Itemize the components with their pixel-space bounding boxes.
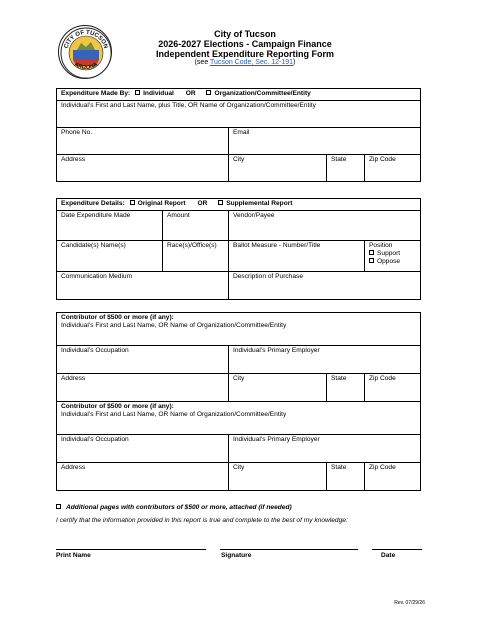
svg-text:CITY OF TUCSON: CITY OF TUCSON bbox=[63, 29, 109, 50]
contributor-1-heading: Contributor of $500 or more (if any): bbox=[61, 314, 174, 321]
description-field[interactable]: Description of Purchase bbox=[229, 272, 421, 300]
contributor-1-state-field[interactable]: State bbox=[327, 374, 365, 402]
contributor-1-city-field[interactable]: City bbox=[229, 374, 327, 402]
city-field[interactable]: City bbox=[229, 155, 327, 182]
checkbox-supplemental[interactable] bbox=[218, 200, 223, 205]
contributor-2-heading: Contributor of $500 or more (if any): bbox=[61, 403, 174, 410]
position-label: Position bbox=[369, 242, 393, 249]
or-label-2: OR bbox=[197, 200, 208, 207]
ballot-field[interactable]: Ballot Measure - Number/Title bbox=[229, 241, 365, 272]
contributor-2-address-field[interactable]: Address bbox=[57, 463, 229, 491]
checkbox-oppose[interactable] bbox=[369, 258, 374, 263]
contributor-2-zip-field[interactable]: Zip Code bbox=[365, 463, 421, 491]
phone-field[interactable]: Phone No. bbox=[57, 128, 229, 155]
checkbox-support[interactable] bbox=[369, 250, 374, 255]
contributor-2-state-field[interactable]: State bbox=[327, 463, 365, 491]
made-by-section bbox=[56, 88, 421, 182]
contributor-1-name-label: Individual’s First and Last Name, OR Name of Organization/Committee/Entity bbox=[61, 322, 287, 329]
made-by-row bbox=[57, 89, 421, 101]
seal-graphic bbox=[59, 26, 112, 79]
race-field[interactable]: Race(s)/Office(s) bbox=[163, 241, 229, 272]
details-section bbox=[56, 198, 421, 300]
cite-suffix: ) bbox=[293, 59, 296, 66]
date-field[interactable]: Date Expenditure Made bbox=[57, 211, 163, 241]
contributor-1-address-field[interactable]: Address bbox=[57, 374, 229, 402]
header-elections: 2026-2027 Elections - Campaign Finance bbox=[158, 39, 332, 49]
header-city: City of Tucson bbox=[214, 29, 276, 39]
contributor-1-zip-field[interactable]: Zip Code bbox=[365, 374, 421, 402]
certification-statement: I certify that the information provided in this report is true and complete to the best of my knowledge: bbox=[56, 517, 348, 524]
organization-label: Organization/Committee/Entity bbox=[214, 90, 311, 97]
header-form-title: Independent Expenditure Reporting Form bbox=[155, 49, 334, 59]
individual-label: Individual bbox=[143, 90, 174, 97]
email-field[interactable]: Email bbox=[229, 128, 421, 155]
city-seal-logo bbox=[58, 25, 112, 79]
contributor-2-occupation-field[interactable]: Individual’s Occupation bbox=[57, 435, 229, 463]
contributor-2-name-label: Individual’s First and Last Name, OR Name of Organization/Committee/Entity bbox=[61, 411, 287, 418]
details-row bbox=[57, 199, 421, 211]
name-field[interactable]: Individual’s First and Last Name, plus Title, OR Name of Organization/Committee/Entity bbox=[57, 101, 421, 128]
contributor-1-occupation-field[interactable]: Individual’s Occupation bbox=[57, 346, 229, 374]
contributor-2-name-field[interactable] bbox=[57, 402, 421, 435]
or-label: OR bbox=[185, 90, 196, 97]
state-field[interactable]: State bbox=[327, 155, 365, 182]
support-label: Support bbox=[377, 250, 401, 257]
signature-line[interactable] bbox=[220, 549, 358, 550]
cite-prefix: (see bbox=[194, 59, 211, 66]
contributors-section bbox=[56, 312, 421, 491]
revision-date: Rev. 07/29/26 bbox=[394, 600, 425, 606]
print-name-line[interactable] bbox=[56, 549, 206, 550]
contributor-2-employer-field[interactable]: Individual’s Primary Employer bbox=[229, 435, 421, 463]
checkbox-additional-pages[interactable] bbox=[56, 504, 61, 509]
contributor-1-employer-field[interactable]: Individual’s Primary Employer bbox=[229, 346, 421, 374]
tucson-code-link[interactable]: Tucson Code, Sec. 12-191 bbox=[210, 59, 294, 66]
address-field[interactable]: Address bbox=[57, 155, 229, 182]
contributor-1-name-field[interactable] bbox=[57, 313, 421, 346]
candidates-field[interactable]: Candidate(s) Name(s) bbox=[57, 241, 163, 272]
date-line[interactable] bbox=[372, 549, 422, 550]
checkbox-organization[interactable] bbox=[206, 90, 211, 95]
oppose-label: Oppose bbox=[377, 258, 401, 265]
print-name-label: Print Name bbox=[56, 552, 91, 559]
svg-text:ARIZONA: ARIZONA bbox=[73, 61, 99, 72]
original-label: Original Report bbox=[137, 200, 186, 207]
vendor-field[interactable]: Vendor/Payee bbox=[229, 211, 421, 241]
details-label: Expenditure Details: bbox=[61, 200, 125, 207]
date-label: Date bbox=[381, 552, 396, 559]
medium-field[interactable]: Communication Medium bbox=[57, 272, 229, 300]
amount-field[interactable]: Amount bbox=[163, 211, 229, 241]
position-field bbox=[365, 241, 421, 272]
additional-pages-row bbox=[54, 504, 292, 511]
signature-label: Signature bbox=[221, 552, 252, 559]
checkbox-original[interactable] bbox=[130, 200, 135, 205]
zip-field[interactable]: Zip Code bbox=[365, 155, 421, 182]
header-citation bbox=[130, 59, 360, 66]
checkbox-individual[interactable] bbox=[135, 90, 140, 95]
additional-pages-label: Additional pages with contributors of $500 or more, attached (if needed) bbox=[66, 504, 292, 511]
made-by-label: Expenditure Made By: bbox=[61, 90, 131, 97]
supplemental-label: Supplemental Report bbox=[226, 200, 293, 207]
contributor-2-city-field[interactable]: City bbox=[229, 463, 327, 491]
